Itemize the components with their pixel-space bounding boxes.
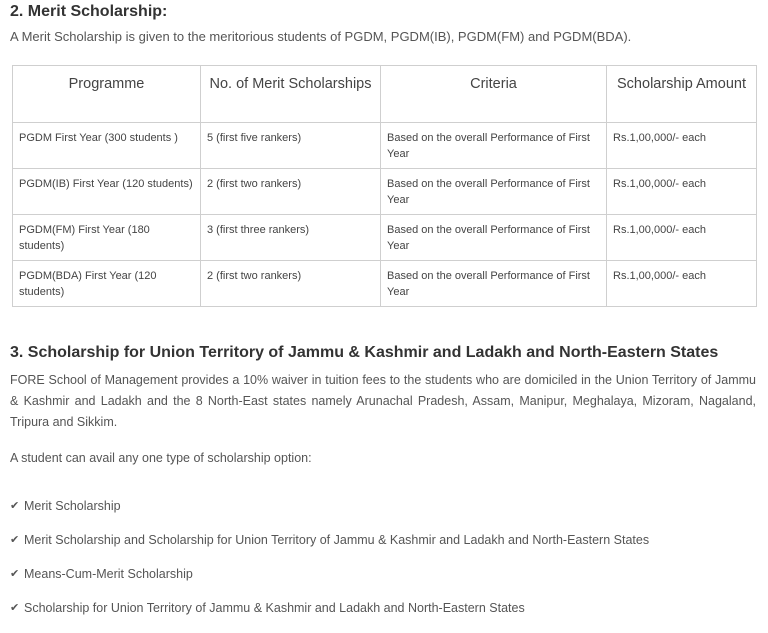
section-2-intro: A Merit Scholarship is given to the meritorious students of PGDM, PGDM(IB), PGDM(FM) and PGDM(BDA). xyxy=(10,29,632,44)
table-row xyxy=(13,169,757,215)
list-item xyxy=(10,531,756,565)
cell-criteria: Based on the overall Performance of First Year xyxy=(381,123,607,169)
merit-scholarship-table xyxy=(12,65,757,307)
table-row xyxy=(13,123,757,169)
header-criteria: Criteria xyxy=(381,66,607,123)
table-row xyxy=(13,215,757,261)
cell-amount: Rs.1,00,000/- each xyxy=(607,169,757,215)
table-header-row xyxy=(13,66,757,123)
cell-programme: PGDM(IB) First Year (120 students) xyxy=(13,169,201,215)
option-label: Merit Scholarship xyxy=(24,499,121,513)
cell-no-of-scholarships: 3 (first three rankers) xyxy=(201,215,381,261)
check-icon: ✔ xyxy=(10,500,20,512)
cell-programme: PGDM(BDA) First Year (120 students) xyxy=(13,261,201,307)
check-icon: ✔ xyxy=(10,602,20,614)
option-label: Scholarship for Union Territory of Jammu & Kashmir and Ladakh and North-Eastern States xyxy=(24,601,525,615)
scholarship-options-list xyxy=(10,497,756,633)
section-3-paragraph: FORE School of Management provides a 10% waiver in tuition fees to the students who are domiciled in the Union Territory of Jammu & Kashmir and Ladakh and the 8 North-East states namely Arunachal Pradesh, Assam, Manipur, Meghalaya, Mizoram, Nagaland, Tripura and Sikkim. xyxy=(10,373,756,429)
option-label: Merit Scholarship and Scholarship for Union Territory of Jammu & Kashmir and Ladakh and North-Eastern States xyxy=(24,533,650,547)
list-item xyxy=(10,497,756,531)
cell-no-of-scholarships: 2 (first two rankers) xyxy=(201,261,381,307)
cell-amount: Rs.1,00,000/- each xyxy=(607,215,757,261)
cell-programme: PGDM(FM) First Year (180 students) xyxy=(13,215,201,261)
check-icon: ✔ xyxy=(10,534,20,546)
header-scholarship-amount: Scholarship Amount xyxy=(607,66,757,123)
cell-criteria: Based on the overall Performance of First Year xyxy=(381,169,607,215)
list-item xyxy=(10,565,756,599)
option-label: Means-Cum-Merit Scholarship xyxy=(24,567,193,581)
avail-text: A student can avail any one type of scholarship option: xyxy=(10,451,312,465)
section-3-title: 3. Scholarship for Union Territory of Jammu & Kashmir and Ladakh and North-Eastern States xyxy=(10,344,719,361)
cell-amount: Rs.1,00,000/- each xyxy=(607,123,757,169)
cell-programme: PGDM First Year (300 students ) xyxy=(13,123,201,169)
section-2-title: 2. Merit Scholarship: xyxy=(10,3,168,20)
header-programme: Programme xyxy=(13,66,201,123)
cell-amount: Rs.1,00,000/- each xyxy=(607,261,757,307)
header-no-of-scholarships: No. of Merit Scholarships xyxy=(201,66,381,123)
cell-criteria: Based on the overall Performance of First Year xyxy=(381,261,607,307)
table-row xyxy=(13,261,757,307)
cell-no-of-scholarships: 5 (first five rankers) xyxy=(201,123,381,169)
cell-no-of-scholarships: 2 (first two rankers) xyxy=(201,169,381,215)
check-icon: ✔ xyxy=(10,568,20,580)
cell-criteria: Based on the overall Performance of First Year xyxy=(381,215,607,261)
